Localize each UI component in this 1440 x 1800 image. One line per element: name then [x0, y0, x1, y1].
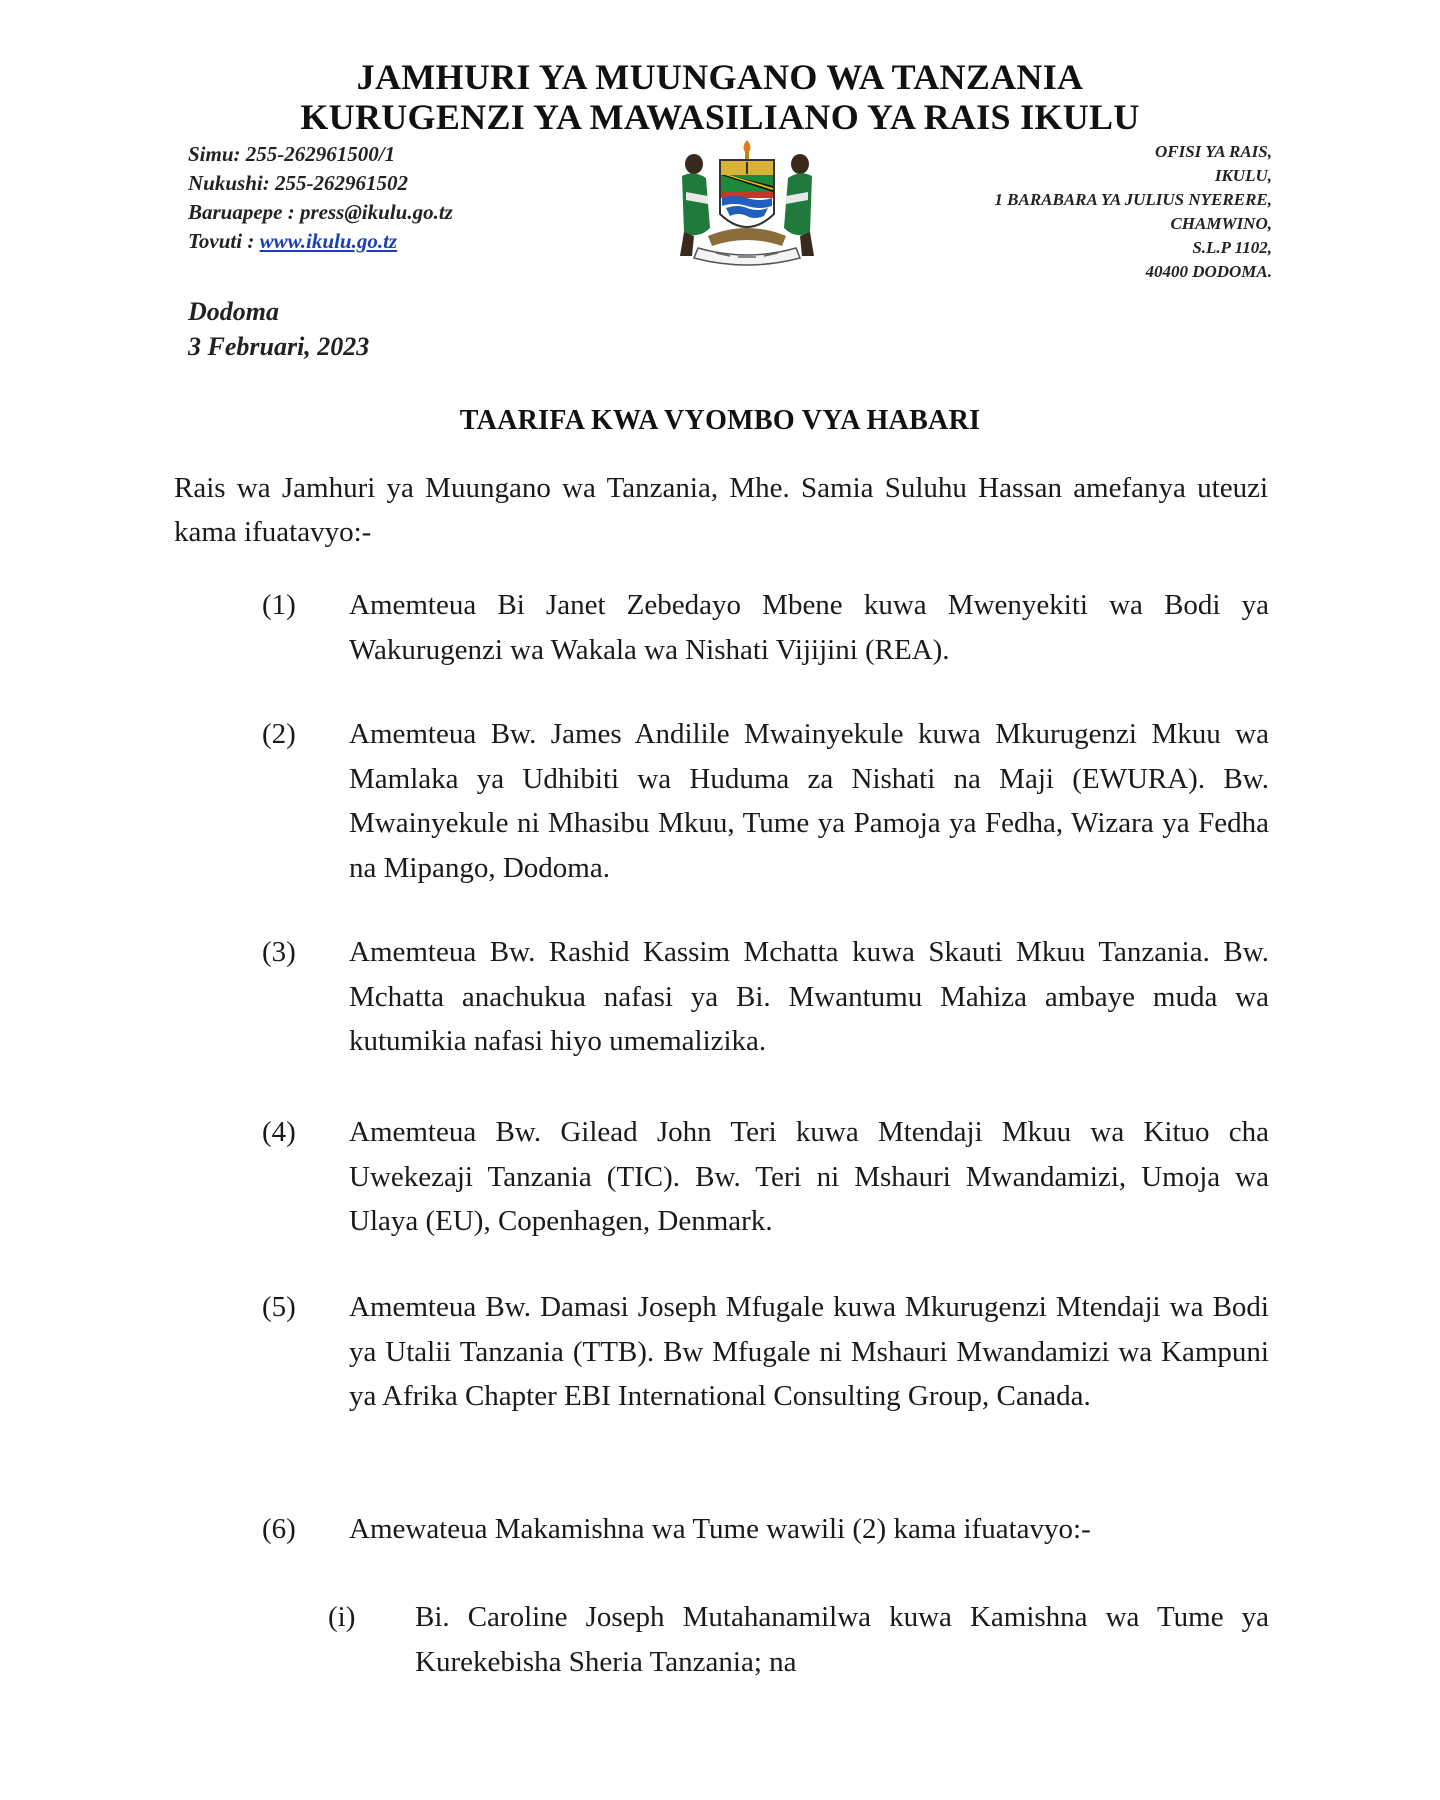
address-line4: CHAMWINO, [1170, 214, 1272, 233]
website-line [188, 227, 453, 256]
address-line5: S.L.P 1102, [1192, 238, 1272, 257]
list-item-number: (2) [262, 718, 296, 750]
contact-block-right [994, 140, 1272, 284]
list-item-number: (3) [262, 936, 296, 968]
email-line: Baruapepe : press@ikulu.go.tz [188, 200, 453, 224]
fax-line: Nukushi: 255-262961502 [188, 171, 408, 195]
header-title-line2: KURUGENZI YA MAWASILIANO YA RAIS IKULU [300, 97, 1140, 137]
list-item-text: Amemteua Bi Janet Zebedayo Mbene kuwa Mwenyekiti wa Bodi ya Wakurugenzi wa Wakala wa Nishati Vijijini (REA). [349, 589, 1269, 666]
address-line1: OFISI YA RAIS, [1154, 142, 1272, 161]
phone-line: Simu: 255-262961500/1 [188, 142, 396, 166]
list-item-text: Amemteua Bw. Rashid Kassim Mchatta kuwa Skauti Mkuu Tanzania. Bw. Mchatta anachukua nafasi ya Bi. Mwantumu Mahiza ambaye muda wa kutumikia nafasi hiyo umemalizika. [349, 936, 1269, 1057]
header-title-line1: JAMHURI YA MUUNGANO WA TANZANIA [356, 57, 1084, 97]
intro-paragraph: Rais wa Jamhuri ya Muungano wa Tanzania, Mhe. Samia Suluhu Hassan amefanya uteuzi kama ifuatavyo:- [174, 472, 1268, 548]
list-item-number: (4) [262, 1116, 296, 1148]
list-item-text: Amewateua Makamishna wa Tume wawili (2) kama ifuatavyo:- [349, 1513, 1091, 1545]
place-date-block [188, 294, 369, 364]
document-heading: TAARIFA KWA VYOMBO VYA HABARI [459, 405, 981, 436]
place: Dodoma [188, 297, 279, 326]
list-item-number: (1) [262, 589, 296, 621]
website-link[interactable]: www.ikulu.go.tz [259, 229, 398, 253]
list-item-text: Amemteua Bw. James Andilile Mwainyekule kuwa Mkurugenzi Mkuu wa Mamlaka ya Udhibiti wa Huduma za Nishati na Maji (EWURA). Bw. Mwainyekule ni Mhasibu Mkuu, Tume ya Pamoja ya Fedha, Wizara ya Fedha na Mipango, Dodoma. [349, 718, 1269, 884]
sub-list-item-number: (i) [328, 1601, 356, 1633]
address-line6: 40400 DODOMA. [1145, 262, 1272, 281]
address-line3: 1 BARABARA YA JULIUS NYERERE, [994, 190, 1272, 209]
date: 3 Februari, 2023 [188, 332, 370, 361]
website-label: Tovuti : [188, 229, 260, 253]
list-item-text: Amemteua Bw. Damasi Joseph Mfugale kuwa Mkurugenzi Mtendaji wa Bodi ya Utalii Tanzania (TTB). Bw Mfugale ni Mshauri Mwandamizi wa Kampuni ya Afrika Chapter EBI International Consulting Group, Canada. [349, 1291, 1269, 1412]
list-item-text: Amemteua Bw. Gilead John Teri kuwa Mtendaji Mkuu wa Kituo cha Uwekezaji Tanzania (TIC). Bw. Teri ni Mshauri Mwandamizi, Umoja wa Ulaya (EU), Copenhagen, Denmark. [349, 1116, 1269, 1237]
tanzania-coat-of-arms-icon [668, 136, 826, 268]
contact-block-left [188, 140, 453, 256]
address-line2: IKULU, [1214, 166, 1272, 185]
sub-list-item-text: Bi. Caroline Joseph Mutahanamilwa kuwa Kamishna wa Tume ya Kurekebisha Sheria Tanzania; na [415, 1601, 1269, 1678]
list-item-number: (5) [262, 1291, 296, 1323]
list-item-number: (6) [262, 1513, 296, 1545]
